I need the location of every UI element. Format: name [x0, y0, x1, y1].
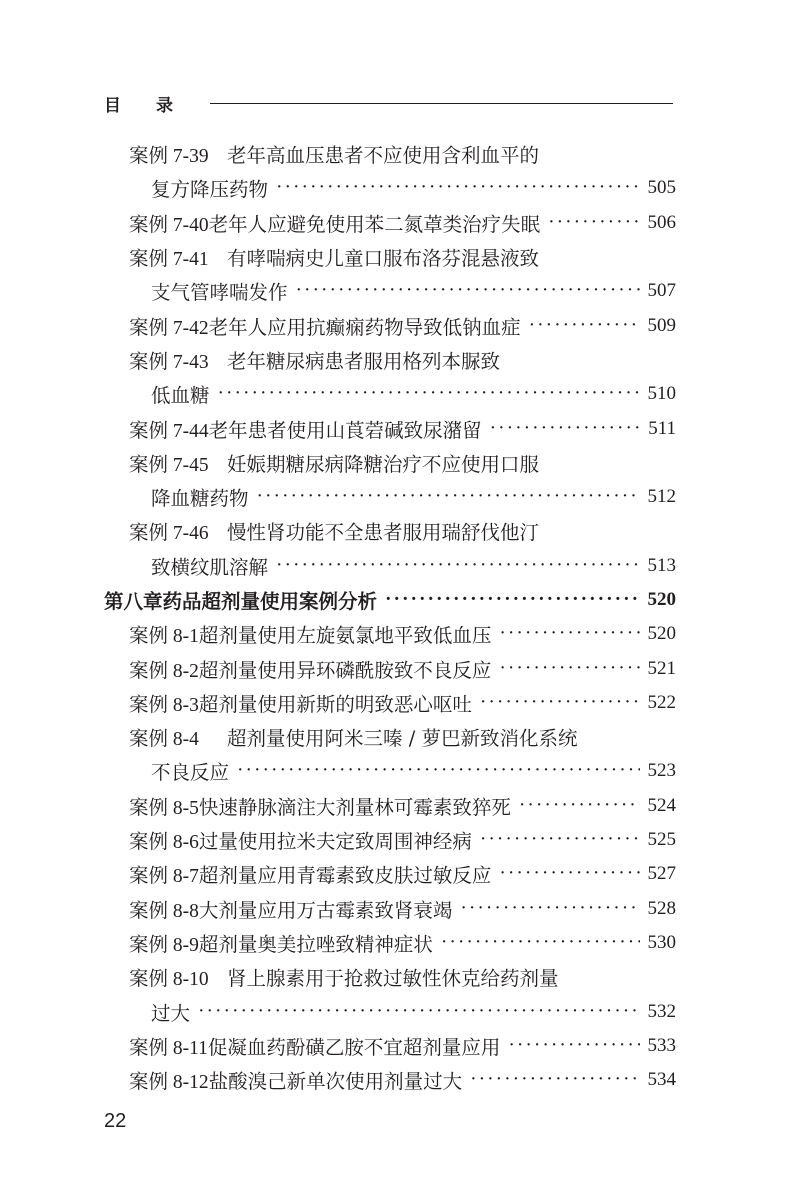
- header-rule: [210, 103, 673, 104]
- case-number: 案例 8-8: [129, 900, 199, 922]
- dot-leader: [385, 589, 639, 611]
- toc-entry[interactable]: [104, 206, 676, 240]
- entry-page-number: 534: [647, 1069, 676, 1091]
- entry-page-number: 530: [647, 931, 676, 953]
- entry-title: 支气管哮喘发作: [151, 281, 288, 305]
- entry-page-number: 520: [647, 589, 676, 610]
- entry-title: 老年患者使用山莨菪碱致尿潴留: [208, 418, 482, 442]
- toc-entry-continuation[interactable]: [104, 171, 676, 205]
- entry-title: 过量使用拉米夫定致周围神经病: [198, 830, 472, 854]
- case-number: 案例 7-41: [129, 249, 209, 271]
- case-number: 案例 8-5: [129, 797, 199, 819]
- entry-title: 超剂量应用青霉素致皮肤过敏反应: [198, 864, 492, 888]
- case-number: 案例 7-40: [129, 214, 209, 236]
- dot-leader: [548, 212, 639, 234]
- toc-entry[interactable]: [104, 823, 676, 857]
- entry-page-number: 523: [647, 760, 676, 782]
- toc-entry[interactable]: [104, 617, 676, 651]
- toc-entry-continuation[interactable]: [104, 480, 676, 514]
- case-number: 案例 7-45: [129, 454, 209, 476]
- entry-title: 老年人应避免使用苯二氮䓬类治疗失眠: [208, 212, 541, 236]
- toc-entry-continuation[interactable]: [104, 377, 676, 411]
- case-number: 案例 7-44: [129, 420, 209, 442]
- entry-title: 过大: [151, 1001, 191, 1025]
- entry-page-number: 512: [647, 486, 676, 508]
- entry-title: 快速静脉滴注大剂量林可霉素致猝死: [198, 795, 511, 819]
- case-number: 案例 7-43: [129, 351, 209, 373]
- entry-title: 老年糖尿病患者服用格列本脲致: [227, 349, 501, 373]
- toc-entry-continuation[interactable]: [104, 549, 676, 583]
- toc-entry[interactable]: [104, 411, 676, 445]
- dot-leader: [480, 829, 640, 851]
- case-number: 案例 8-11: [129, 1037, 208, 1059]
- dot-leader: [218, 383, 640, 405]
- entry-title: 药品超剂量使用案例分析: [162, 590, 378, 613]
- toc-entry[interactable]: [104, 1063, 676, 1097]
- dot-leader: [257, 486, 640, 508]
- case-number: 案例 8-3: [129, 694, 199, 716]
- dot-leader: [276, 555, 639, 577]
- dot-leader: [499, 623, 639, 645]
- toc-entry[interactable]: [104, 686, 676, 720]
- case-number: 案例 7-46: [129, 523, 209, 545]
- dot-leader: [499, 863, 639, 885]
- entry-title: 超剂量使用异环磷酰胺致不良反应: [198, 658, 492, 682]
- toc-entry-continuation[interactable]: [104, 274, 676, 308]
- dot-leader: [198, 1001, 639, 1023]
- toc-entry[interactable]: [104, 240, 676, 274]
- entry-page-number: 509: [647, 314, 676, 336]
- entry-title: 超剂量使用左旋氨氯地平致低血压: [198, 624, 492, 648]
- entry-title: 复方降压药物: [151, 178, 269, 202]
- entry-page-number: 525: [647, 829, 676, 851]
- entry-title: 低血糖: [151, 384, 210, 408]
- entry-title: 不良反应: [151, 761, 230, 785]
- entry-title: 超剂量奥美拉唑致精神症状: [198, 932, 433, 956]
- entry-page-number: 528: [647, 897, 676, 919]
- toc-header-label: 目录: [104, 95, 208, 116]
- toc-list: [104, 137, 676, 1097]
- dot-leader: [460, 898, 639, 920]
- toc-chapter-entry[interactable]: [104, 583, 676, 617]
- entry-page-number: 510: [647, 383, 676, 405]
- entry-title: 妊娠期糖尿病降糖治疗不应使用口服: [227, 452, 540, 476]
- toc-entry-continuation[interactable]: [104, 754, 676, 788]
- toc-entry[interactable]: [104, 1029, 676, 1063]
- toc-header: [104, 88, 673, 118]
- entry-page-number: 527: [647, 863, 676, 885]
- entry-title: 老年高血压患者不应使用含利血平的: [227, 144, 540, 168]
- toc-entry[interactable]: [104, 720, 676, 754]
- entry-page-number: 521: [647, 657, 676, 679]
- dot-leader: [529, 315, 640, 337]
- case-number: 案例 8-2: [129, 660, 199, 682]
- dot-leader: [508, 1035, 639, 1057]
- entry-title: 致横纹肌溶解: [151, 555, 269, 579]
- case-number: 案例 8-4: [129, 729, 199, 751]
- page-number: 22: [104, 1110, 127, 1132]
- dot-leader: [519, 795, 640, 817]
- case-number: 案例 8-1: [129, 626, 199, 648]
- entry-title: 老年人应用抗癫痫药物导致低钠血症: [208, 315, 521, 339]
- entry-page-number: 524: [647, 794, 676, 816]
- entry-title: 降血糖药物: [151, 487, 249, 511]
- entry-page-number: 511: [648, 417, 676, 439]
- dot-leader: [490, 418, 641, 440]
- toc-entry[interactable]: [104, 926, 676, 960]
- case-number: 案例 8-10: [129, 969, 209, 991]
- toc-entry[interactable]: [104, 343, 676, 377]
- entry-page-number: 532: [647, 1000, 676, 1022]
- entry-title: 促凝血药酚磺乙胺不宜超剂量应用: [207, 1035, 501, 1059]
- toc-entry[interactable]: [104, 137, 676, 171]
- chapter-number: 第八章: [104, 590, 163, 613]
- toc-entry[interactable]: [104, 446, 676, 480]
- entry-page-number: 520: [647, 623, 676, 645]
- toc-entry[interactable]: [104, 651, 676, 685]
- toc-entry[interactable]: [104, 308, 676, 342]
- entry-title: 大剂量应用万古霉素致肾衰竭: [198, 898, 453, 922]
- dot-leader: [499, 658, 639, 680]
- toc-entry-continuation[interactable]: [104, 994, 676, 1028]
- case-number: 案例 7-42: [129, 317, 209, 339]
- entry-page-number: 533: [647, 1034, 676, 1056]
- entry-title: 慢性肾功能不全患者服用瑞舒伐他汀: [227, 521, 540, 545]
- entry-title: 肾上腺素用于抢救过敏性休克给药剂量: [227, 967, 559, 991]
- case-number: 案例 7-39: [129, 146, 209, 168]
- entry-page-number: 522: [647, 691, 676, 713]
- dot-leader: [237, 760, 639, 782]
- entry-page-number: 513: [647, 554, 676, 576]
- entry-page-number: 507: [647, 280, 676, 302]
- case-number: 案例 8-12: [129, 1072, 209, 1094]
- entry-title: 超剂量使用阿米三嗪 / 萝巴新致消化系统: [227, 727, 578, 751]
- case-number: 案例 8-7: [129, 866, 199, 888]
- entry-title: 盐酸溴己新单次使用剂量过大: [208, 1070, 463, 1094]
- toc-entry[interactable]: [104, 789, 676, 823]
- toc-entry[interactable]: [104, 892, 676, 926]
- entry-page-number: 505: [647, 177, 676, 199]
- toc-entry[interactable]: [104, 857, 676, 891]
- toc-entry[interactable]: [104, 514, 676, 548]
- dot-leader: [276, 177, 639, 199]
- entry-title: 有哮喘病史儿童口服布洛芬混悬液致: [227, 247, 540, 271]
- toc-entry[interactable]: [104, 960, 676, 994]
- dot-leader: [296, 280, 640, 302]
- dot-leader: [441, 932, 640, 954]
- entry-title: 超剂量使用新斯的明致恶心呕吐: [198, 692, 472, 716]
- entry-page-number: 506: [647, 211, 676, 233]
- case-number: 案例 8-6: [129, 832, 199, 854]
- case-number: 案例 8-9: [129, 934, 199, 956]
- dot-leader: [470, 1069, 639, 1091]
- dot-leader: [480, 692, 640, 714]
